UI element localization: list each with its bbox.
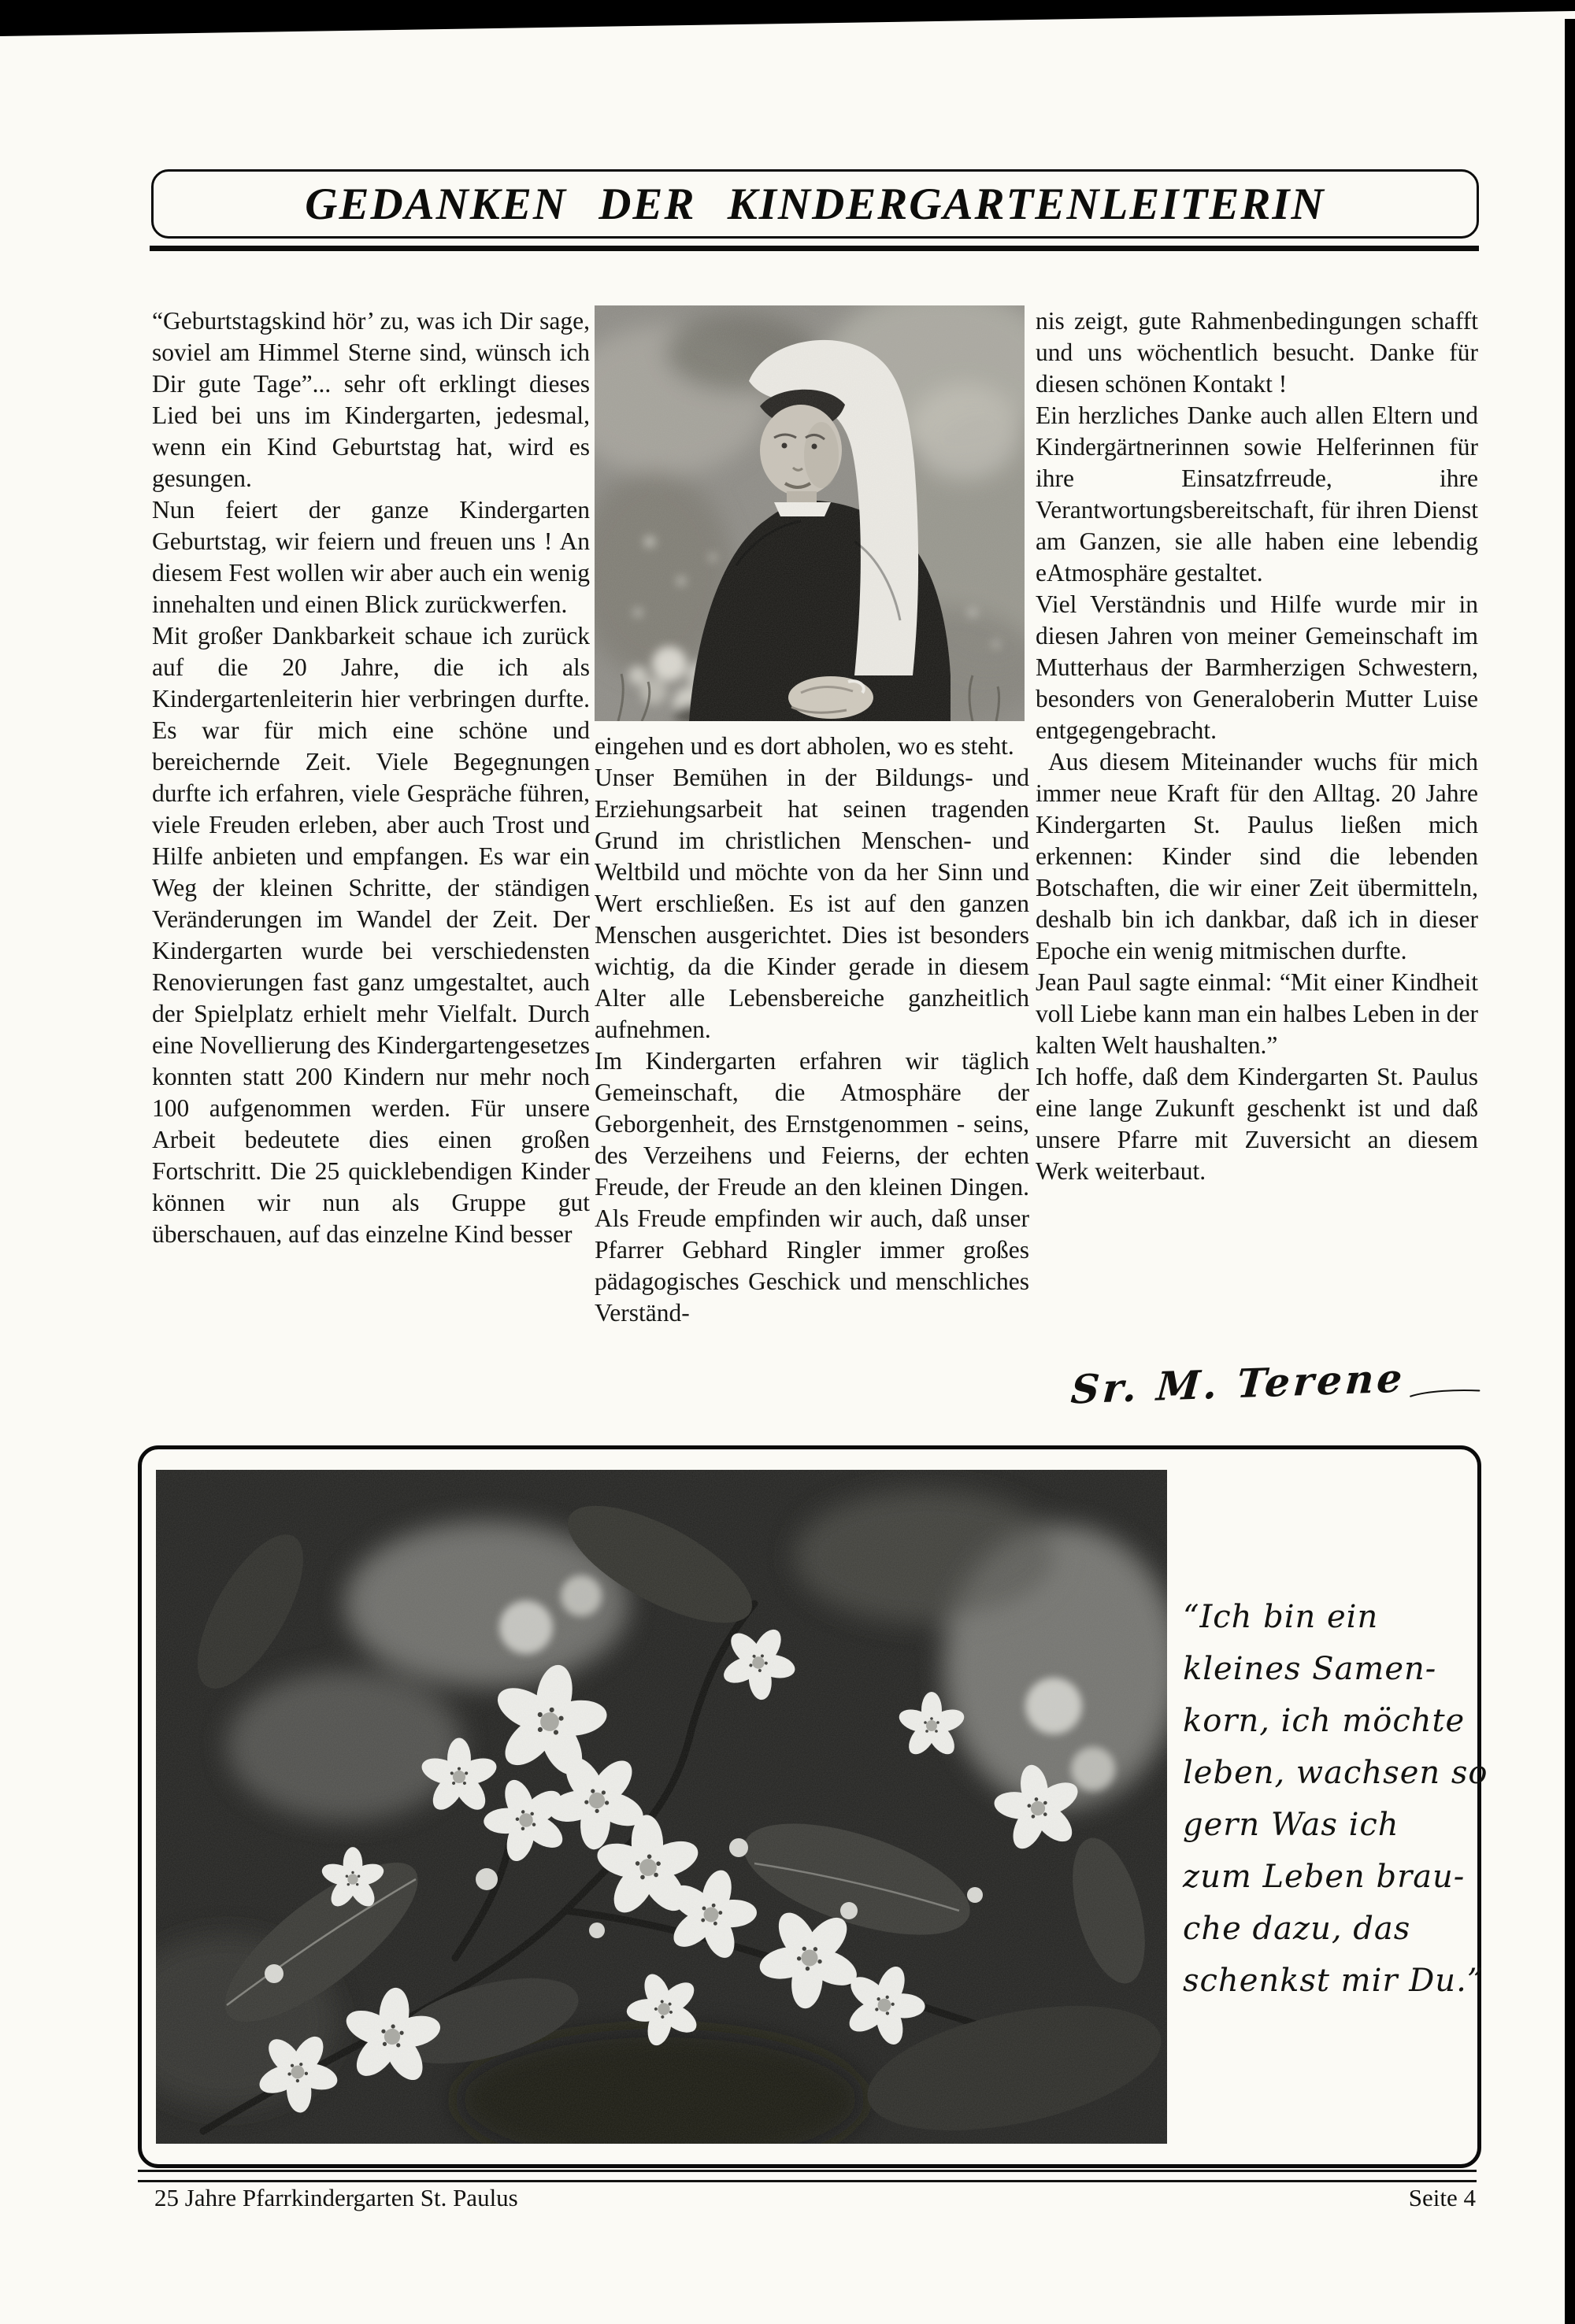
header-rule [150, 246, 1479, 251]
quote-line: che dazu, das [1183, 1911, 1411, 1947]
quote-line: schenkst mir Du.” [1183, 1963, 1484, 1999]
paragraph: Unser Bemühen in der Bildungs- und Erziehungsarbeit hat seinen tragenden Grund im christlichen Menschen- und Weltbild und möchte von da her Sinn und Wert erschließen. Es ist auf den ganzen Menschen ausgerichtet. Dies ist besonders wichtig, da die Kinder gerade in diesem Alter alle Lebensbereiche ganzheitlich aufnehmen. [595, 764, 1029, 1043]
header-banner [151, 169, 1479, 239]
paragraph: Nun feiert der ganze Kindergarten Geburtstag, wir feiern und freuen uns ! An diesem Fest wollen wir aber auch ein wenig innehalten und einen Blick zurückwerfen. [152, 496, 590, 618]
quote-line: korn, ich möchte [1183, 1703, 1466, 1739]
footer-rule [138, 2170, 1477, 2182]
blossom-photo [156, 1470, 1167, 2144]
nun-photo-illustration [595, 305, 1025, 721]
quote-line: leben, wachsen so [1183, 1755, 1488, 1791]
paragraph: nis zeigt, gute Rahmenbedingungen schafft und uns wöchentlich besucht. Danke für diesen schönen Kontakt ! [1036, 307, 1478, 398]
paragraph: Aus diesem Miteinander wuchs für mich immer neue Kraft für den Alltag. 20 Jahre Kindergarten St. Paulus ließen mich erkennen: Kinder sind die lebenden Botschaften, die wir einer Zeit übermitteln, deshalb bin ich dankbar, daß ich in dieser Epoche ein wenig mitmischen durfte. [1036, 748, 1478, 964]
paragraph: Im Kindergarten erfahren wir täglich Gemeinschaft, die Atmosphäre der Geborgenheit, des Ernstgenommen - seins, des Verzeihens und Feierns, der echten Freude, der Freude an den kleinen Dingen. Als Freude empfinden wir auch, daß unser Pfarrer Gebhard Ringler immer großes pädagogisches Geschick und menschliches Verständ- [595, 1047, 1029, 1327]
scan-edge-top [0, 0, 1575, 36]
paragraph: Jean Paul sagte einmal: “Mit einer Kindheit voll Liebe kann man ein halbes Leben in der kalten Welt haushalten.” [1036, 968, 1478, 1059]
paragraph: Mit großer Dankbarkeit schaue ich zurück auf die 20 Jahre, die ich als Kindergartenleiterin hier verbringen durfte. Es war für mich eine schöne und bereichernde Zeit. Viele Begegnungen durfte ich erfahren, viele Gespräche führen, viele Freuden erleben, aber auch Trost und Hilfe anbieten und empfangen. Es war ein Weg der kleinen Schritte, der ständigen Veränderungen im Wandel der Zeit. Der Kindergarten wurde bei verschiedensten Renovierungen fast ganz umgestaltet, auch der Spielplatz erhielt mehr Vielfalt. Durch eine Novellierung des Kindergartengesetzes konnten statt 200 Kindern nur mehr noch 100 aufgenommen werden. Für unsere Arbeit bedeutete dies einen großen Fortschritt. Die 25 quicklebendigen Kinder können wir nun als Gruppe gut überschauen, auf das einzelne Kind besser [152, 622, 590, 1248]
nun-portrait-photo [595, 305, 1025, 721]
paragraph: Ein herzliches Danke auch allen Eltern und Kindergärtnerinnen sowie Helferinnen für ihre Einsatzfrreude, ihre Verantwortungsbereitschaft, für ihren Dienst am Ganzen, sie alle haben eine lebendig eAtmosphäre gestaltet. [1036, 402, 1478, 587]
paragraph: “Geburtstagskind hör’ zu, was ich Dir sage, soviel am Himmel Sterne sind, wünsch ich Dir gute Tage”... sehr oft erklingt dieses Lied bei uns im Kindergarten, jedesmal, wenn ein Kind Geburtstag hat, wird es gesungen. [152, 307, 590, 492]
footer-title: 25 Jahre Pfarrkindergarten St. Paulus [154, 2184, 518, 2211]
quote-photo-box [138, 1445, 1488, 2168]
signature-flourish [1410, 1386, 1480, 1401]
quote-line: kleines Samen- [1183, 1651, 1437, 1687]
text-column-2 [595, 731, 1029, 1329]
scan-edge-right [1565, 19, 1575, 2324]
page-title: GEDANKEN DER KINDERGARTENLEITERIN [305, 179, 1325, 229]
paragraph: Viel Verständnis und Hilfe wurde mir in diesen Jahren von meiner Gemeinschaft im Mutterhaus der Barmherzigen Schwestern, besonders von Generaloberin Mutter Luise entgegengebracht. [1036, 590, 1478, 744]
page-number: Seite 4 [1408, 2184, 1476, 2211]
paragraph: eingehen und es dort abholen, wo es steht. [595, 732, 1014, 760]
signature-text: Sr. M. Terene [1069, 1354, 1407, 1412]
paragraph: Ich hoffe, daß dem Kindergarten St. Paulus eine lange Zukunft geschenkt ist und daß unsere Pfarre mit Zuversicht an diesem Werk weiterbaut. [1036, 1063, 1478, 1185]
text-column-1 [152, 305, 590, 1250]
quote-line: gern Was ich [1183, 1807, 1399, 1843]
seed-quote [1183, 1591, 1488, 2007]
text-column-3 [1036, 305, 1478, 1187]
quote-line: zum Leben brau- [1183, 1859, 1466, 1895]
quote-line: “Ich bin ein [1183, 1599, 1379, 1635]
signature [1071, 1340, 1480, 1427]
blossom-photo-illustration [156, 1470, 1167, 2144]
